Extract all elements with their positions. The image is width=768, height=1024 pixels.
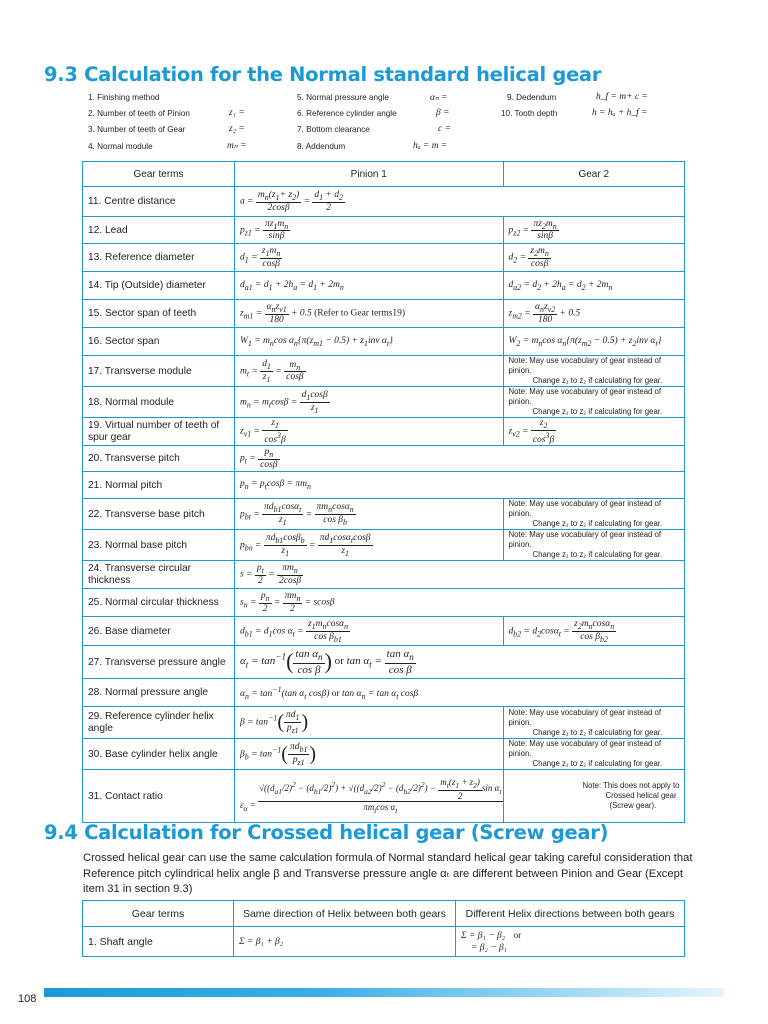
- row-label: 22. Transverse base pitch: [83, 499, 235, 530]
- param-label: 10. Tooth depth: [501, 109, 558, 118]
- row-label: 26. Base diameter: [83, 617, 235, 646]
- table-row: [83, 707, 685, 739]
- table-row: [83, 617, 685, 646]
- formula-pinion: $d_1$ = $\frac{z_1m_n}{\cos\beta}$: [235, 244, 504, 272]
- note: Note: May use vocabulary of gear instead of pinion. Change z₁ to z₂ if calculating for gear.: [503, 356, 685, 387]
- formula-pinion: $m_t$ = $\frac{d_1}{z_1}$ = $\frac{m_n}{\cos\beta}$: [235, 356, 504, 387]
- section-9-3-title: 9.3 Calculation for the Normal standard helical gear: [44, 63, 602, 86]
- table-row: [83, 272, 685, 300]
- note: Note: May use vocabulary of gear instead of pinion. Change z₁ to z₂ if calculating for gear.: [503, 707, 685, 739]
- header-gear-terms: Gear terms: [83, 901, 234, 927]
- header-different-direction: Different Helix directions between both gears: [456, 901, 685, 927]
- table-row: [83, 589, 685, 617]
- table-row: [83, 187, 685, 217]
- param-eq: z₂ =: [229, 124, 245, 134]
- param-eq: hₐ = m =: [413, 141, 448, 151]
- formula-pinion: $p_{z1}$ = $\frac{\pi z_1m_n}{\sin\beta}$: [235, 217, 504, 244]
- row-label: 30. Base cylinder helix angle: [83, 739, 235, 770]
- row-label: 11. Centre distance: [83, 187, 235, 217]
- formula-pinion: $d_{a1} = d_1 + 2h_a = d_1 + 2m_n$: [235, 272, 504, 300]
- note: Note: May use vocabulary of gear instead of pinion. Change z₁ to z₂ if calculating for gear.: [503, 530, 685, 561]
- param-eq: αₙ =: [430, 93, 448, 103]
- formula-gear: $d_{a2} = d_2 + 2h_a = d_2 + 2m_n$: [503, 272, 685, 300]
- section-9-4-paragraph: Crossed helical gear can use the same calculation formula of Normal standard helical gear taking careful consideration that Reference pitch cylindrical helix angle β and Transverse pressure angle αₜ are different between Pinion and Gear (Except item 31 in section 9.3): [83, 852, 693, 895]
- row-label: 13. Reference diameter: [83, 244, 235, 272]
- note-31: Note: This does not apply to Crossed helical gear (Screw gear).: [503, 770, 685, 823]
- table-row: [83, 356, 685, 387]
- formula: $p_t$ = $\frac{p_n}{\cos\beta}$: [235, 446, 685, 472]
- formula-pinion: $\varepsilon_\alpha$ = $√((d_{a1}/2)^2 - (d_{b1}/2)^2) + √((d_{a2}/2)^2 - (d_{b2}/2)^2)$ − $\frac{m_t(z_1 + z_2)}{2}$ $\sin \alpha_t$ $\pi m_t\cos$ $\alpha_t$: [235, 770, 504, 823]
- formula-gear: $z_{v2}$ = $\frac{z_2}{\cos^3\beta}$: [503, 418, 685, 446]
- header-gear-terms: Gear terms: [83, 162, 235, 187]
- table-row: [83, 739, 685, 770]
- param-label: 8. Addendum: [297, 142, 346, 151]
- section-9-4-title: 9.4 Calculation for Crossed helical gear (Screw gear): [44, 821, 609, 844]
- row-label: 28. Normal pressure angle: [83, 679, 235, 707]
- formula-pinion: $m_n = m_t\cos\beta$ = $\frac{d_1\cos\beta}{z_1}$: [235, 387, 504, 418]
- row-label: 18. Normal module: [83, 387, 235, 418]
- row-label: 20. Transverse pitch: [83, 446, 235, 472]
- row-label: 29. Reference cylinder helix angle: [83, 707, 235, 739]
- row-label: 17. Transverse module: [83, 356, 235, 387]
- footer-bar: [44, 988, 724, 997]
- row-label: 27. Transverse pressure angle: [83, 646, 235, 679]
- formula-different: Σ = β₁ − β₂ or = β₂ − β₁: [456, 927, 685, 957]
- param-eq: c =: [438, 124, 452, 134]
- table-header-row: [83, 162, 685, 187]
- table-row: [83, 217, 685, 244]
- table-row: [83, 679, 685, 707]
- table-row: [83, 499, 685, 530]
- page-number: 108: [18, 993, 37, 1005]
- table-row: [83, 770, 685, 823]
- parameter-list: [88, 92, 688, 158]
- table-row: [83, 561, 685, 589]
- table-row: [83, 418, 685, 446]
- table-header-row: [83, 901, 685, 927]
- param-label: 5. Normal pressure angle: [297, 93, 389, 102]
- table-row: [83, 244, 685, 272]
- formula-pinion: $p_{bn}$ = $\frac{\pi d_{b1}\cos\beta_b}{z_1}$ = $\frac{\pi d_1\cos\alpha_t\cos\beta}{z_1}$: [235, 530, 504, 561]
- formula-pinion: $z_{m1}$ = $\frac{\alpha_nz_{v1}}{180}$ + 0.5 (Refer to Gear terms19): [235, 300, 504, 328]
- formula-gear: $z_{m2}$ = $\frac{\alpha_nz_{v2}}{180}$ + 0.5: [503, 300, 685, 328]
- header-gear: Gear 2: [503, 162, 685, 187]
- param-label: 1. Finishing method: [88, 93, 160, 102]
- row-label: 24. Transverse circular thickness: [83, 561, 235, 589]
- row-label: 15. Sector span of teeth: [83, 300, 235, 328]
- row-label: 19. Virtual number of teeth of spur gear: [83, 418, 235, 446]
- formula-gear: $p_{z2}$ = $\frac{\pi z_2m_n}{\sin\beta}$: [503, 217, 685, 244]
- formula-pinion: $p_{bt}$ = $\frac{\pi d_{b1}\cos\alpha_t}{z_1}$ = $\frac{\pi m_n\cos\alpha_n}{\cos \beta_b}$: [235, 499, 504, 530]
- param-eq: h_f = m+ c =: [596, 92, 648, 102]
- helical-gear-table: [82, 161, 685, 823]
- param-eq: β =: [436, 108, 450, 118]
- note: Note: May use vocabulary of gear instead of pinion. Change z₁ to z₂ if calculating for gear.: [503, 499, 685, 530]
- param-label: 6. Reference cylinder angle: [297, 109, 397, 118]
- param-label: 2. Number of teeth of Pinion: [88, 109, 190, 118]
- row-label: 23. Normal base pitch: [83, 530, 235, 561]
- table-row: [83, 300, 685, 328]
- table-row: [83, 646, 685, 679]
- formula: a = $\frac{m_n(z_1+ z_2)}{2\cos\beta}$ = $\frac{d_1 + d_2}{2}$: [235, 187, 685, 217]
- param-eq: mₙ =: [227, 141, 247, 151]
- formula-pinion: $d_{b1} = d_1\cos$ $\alpha_t$ = $\frac{z_1m_n\cos\alpha_n}{\cos \beta_{b1}}$: [235, 617, 504, 646]
- header-same-direction: Same direction of Helix between both gears: [234, 901, 456, 927]
- row-label: 21. Normal pitch: [83, 472, 235, 499]
- formula: $\alpha_n = \tan^{-1}(\tan$ $\alpha_t$ cosβ) or $\tan \alpha_n = \tan \alpha_t$ cosβ: [235, 679, 685, 707]
- row-label: 14. Tip (Outside) diameter: [83, 272, 235, 300]
- formula-gear: $d_2$ = $\frac{z_2m_n}{\cos\beta}$: [503, 244, 685, 272]
- header-pinion: Pinion 1: [235, 162, 504, 187]
- crossed-helical-table: [82, 900, 685, 957]
- param-label: 4. Normal module: [88, 142, 153, 151]
- param-label: 9. Dedendum: [507, 93, 557, 102]
- formula-pinion: $\beta = \tan^{-1}$( $\frac{\pi d_1}{p_{z1}}$ ): [235, 707, 504, 739]
- formula: s = $\frac{p_t}{2}$ = $\frac{\pi m_n}{2\cos\beta}$: [235, 561, 685, 589]
- param-eq: z₁ =: [229, 108, 245, 118]
- formula-pinion: $z_{v1}$ = $\frac{z_1}{\cos^3\beta}$: [235, 418, 504, 446]
- table-row: [83, 446, 685, 472]
- formula-pinion: $W_1 = m_n\cos$ $\alpha_n\{\pi(z_{m1} - 0.5) + z_1inv$ $\alpha_t$}: [235, 328, 504, 356]
- formula-same: Σ = β₁ + β₂: [234, 927, 456, 957]
- formula: $s_n$ = $\frac{p_n}{2}$ = $\frac{\pi m_n}{2}$ = scosβ: [235, 589, 685, 617]
- param-label: 7. Bottom clearance: [297, 125, 370, 134]
- note: Note: May use vocabulary of gear instead of pinion. Change z₁ to z₂ if calculating for gear.: [503, 387, 685, 418]
- formula-gear: $d_{b2} = d_2\cos\alpha_t$ = $\frac{z_2m_n\cos\alpha_n}{\cos \beta_{b2}}$: [503, 617, 685, 646]
- table-row: [83, 927, 685, 957]
- param-eq: h = hₐ + h_f =: [592, 108, 648, 118]
- note: Note: May use vocabulary of gear instead of pinion. Change z₁ to z₂ if calculating for gear.: [503, 739, 685, 770]
- formula-gear: $W_2 = m_n\cos$ $\alpha_n\{\pi(z_{m2} - 0.5) + z_2inv$ $\alpha_t$}: [503, 328, 685, 356]
- row-label: 25. Normal circular thickness: [83, 589, 235, 617]
- formula: $p_n = p_t\cos\beta = \pi m_n$: [235, 472, 685, 499]
- row-label: 16. Sector span: [83, 328, 235, 356]
- row-label: 1. Shaft angle: [83, 927, 234, 957]
- table-row: [83, 387, 685, 418]
- formula: $\alpha_t = \tan^{-1}$( $\frac{\tan \alpha_n}{\text{cos β}}$ ) or $\tan \alpha_t$ = $\frac{\tan \alpha_n}{\text{cos β}}$: [235, 646, 685, 679]
- table-row: [83, 530, 685, 561]
- table-row: [83, 472, 685, 499]
- row-label: 12. Lead: [83, 217, 235, 244]
- param-label: 3. Number of teeth of Gear: [88, 125, 186, 134]
- table-row: [83, 328, 685, 356]
- formula-pinion: $\beta_b = \tan^{-1}$( $\frac{\pi d_{b1}}{p_{z1}}$ ): [235, 739, 504, 770]
- row-label: 31. Contact ratio: [83, 770, 235, 823]
